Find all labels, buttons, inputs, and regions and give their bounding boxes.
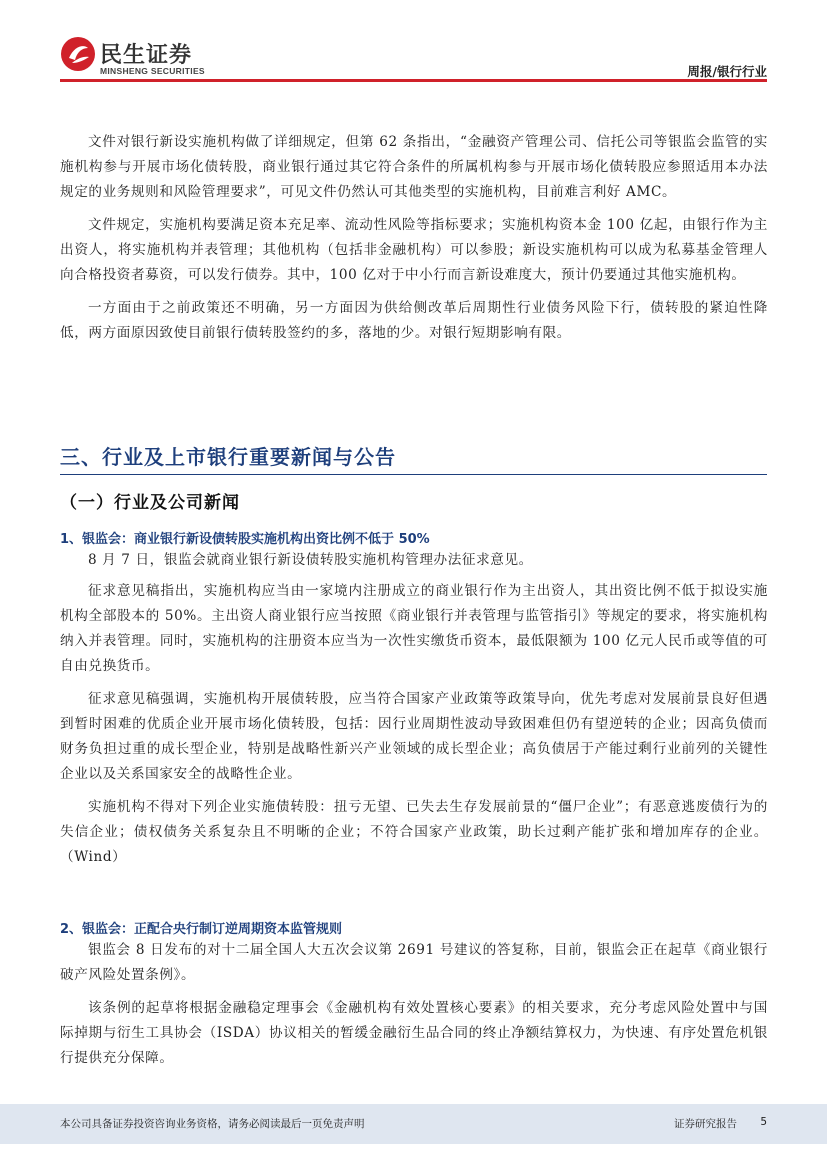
logo-english-name: MINSHENG SECURITIES [100, 66, 205, 76]
page-number: 5 [760, 1116, 767, 1128]
section-heading: 三、行业及上市银行重要新闻与公告 [60, 445, 396, 469]
logo-chinese-name: 民生证券 [100, 43, 193, 68]
intro-paragraph: 文件规定，实施机构要满足资本充足率、流动性风险等指标要求；实施机构资本金 100 亿起，由银行作为主出资人，将实施机构并表管理；其他机构（包括非金融机构）可以参股；新设实施机构可以成为私募基金管理人向合格投资者募资，可以发行债券。其中，100 亿对于中小行而言新设难度大，预计仍要通过其他实施机构。 [60, 217, 768, 283]
document-type: 周报/银行行业 [687, 64, 767, 79]
news-paragraph: 该条例的起草将根据金融稳定理事会《金融机构有效处置核心要素》的相关要求，充分考虑风险处置中与国际掉期与衍生工具协会（ISDA）协议相关的暂缓金融衍生品合同的终止净额结算权力，为快速、有序处置危机银行提供充分保障。 [60, 1000, 768, 1066]
intro-paragraph: 文件对银行新设实施机构做了详细规定，但第 62 条指出，“金融资产管理公司、信托公司等银监会监管的实施机构参与开展市场化债转股，商业银行通过其它符合条件的所属机构参与开展市场化债转股应参照适用本办法规定的业务规则和风险管理要求”，可见文件仍然认可其他类型的实施机构，目前难言利好 AMC。 [60, 134, 768, 200]
page-footer [0, 1104, 827, 1144]
page-header [0, 0, 827, 80]
news-title: 1、银监会：商业银行新设债转股实施机构出资比例不低于 50% [60, 532, 430, 547]
news-paragraph: 8 月 7 日，银监会就商业银行新设债转股实施机构管理办法征求意见。 [88, 552, 533, 568]
intro-paragraph: 一方面由于之前政策还不明确，另一方面因为供给侧改革后周期性行业债务风险下行，债转股的紧迫性降低，两方面原因致使目前银行债转股签约的多，落地的少。对银行短期影响有限。 [60, 300, 768, 341]
news-paragraph: 实施机构不得对下列企业实施债转股：扭亏无望、已失去生存发展前景的“僵尸企业”；有恶意逃废债行为的失信企业；债权债务关系复杂且不明晰的企业；不符合国家产业政策，助长过剩产能扩张和增加库存的企业。（Wind） [60, 799, 768, 865]
header-divider [60, 79, 767, 82]
disclaimer-text: 本公司具备证券投资咨询业务资格，请务必阅读最后一页免责声明 [60, 1118, 365, 1130]
news-paragraph: 征求意见稿强调，实施机构开展债转股，应当符合国家产业政策等政策导向，优先考虑对发展前景良好但遇到暂时困难的优质企业开展市场化债转股，包括：因行业周期性波动导致困难但仍有望逆转的企业；因高负债而财务负担过重的成长型企业，特别是战略性新兴产业领域的成长型企业；高负债居于产能过剩行业前列的关键性企业以及关系国家安全的战略性企业。 [60, 691, 768, 782]
company-logo [60, 36, 220, 80]
report-type: 证券研究报告 [674, 1118, 737, 1130]
minsheng-logo-icon [60, 36, 96, 72]
news-title: 2、银监会：正配合央行制订逆周期资本监管规则 [60, 922, 343, 937]
news-item-1-body [60, 548, 768, 870]
subsection-heading: （一）行业及公司新闻 [60, 493, 240, 513]
news-paragraph: 征求意见稿指出，实施机构应当由一家境内注册成立的商业银行作为主出资人，其出资比例不低于拟设实施机构全部股本的 50%。主出资人商业银行应当按照《商业银行并表管理与监管指引》等规定的要求，将实施机构纳入并表管理。同时，实施机构的注册资本应当为一次性实缴货币资本，最低限额为 100 亿元人民币或等值的可自由兑换货币。 [60, 583, 768, 674]
intro-section [60, 130, 768, 346]
section-divider [60, 474, 767, 475]
news-item-2-body [60, 938, 768, 1071]
news-paragraph: 银监会 8 日发布的对十二届全国人大五次会议第 2691 号建议的答复称，目前，银监会正在起草《商业银行破产风险处置条例》。 [60, 942, 768, 983]
